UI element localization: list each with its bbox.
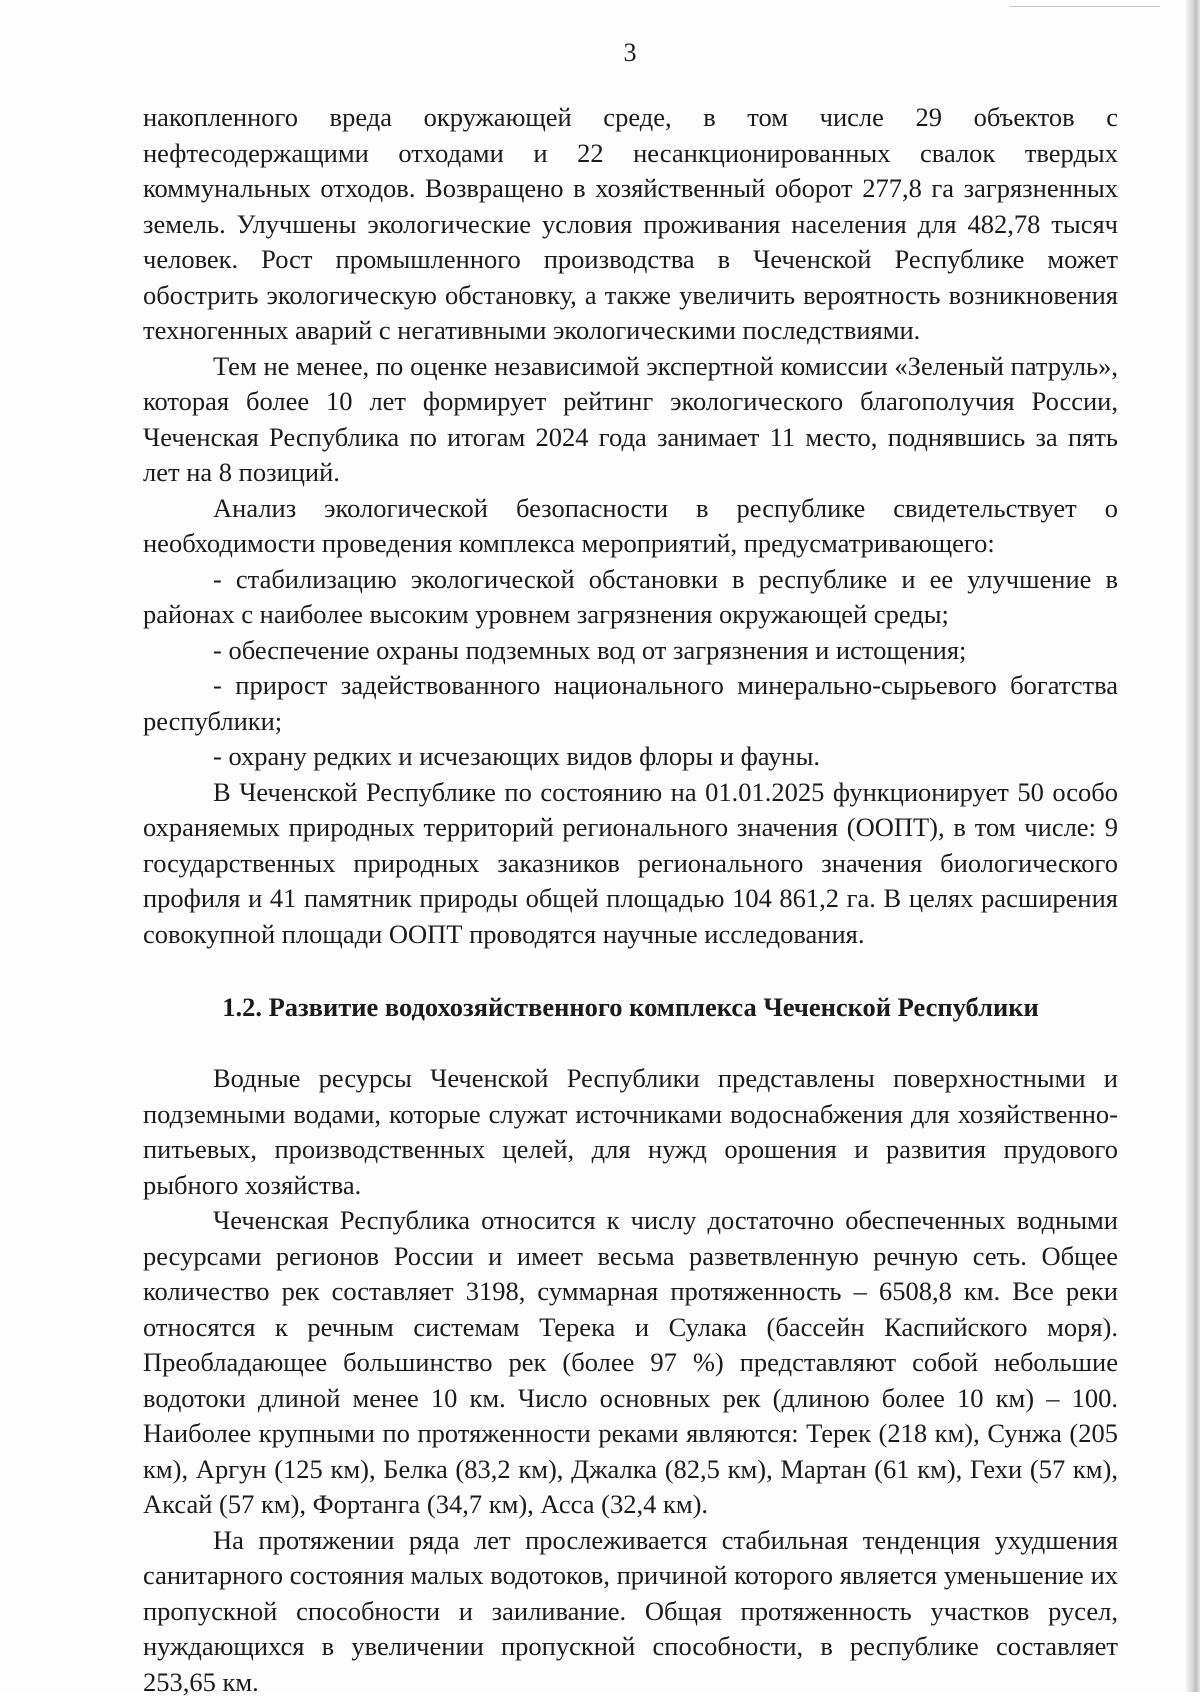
page-number: 3 (0, 38, 1200, 68)
document-body (143, 100, 1118, 1700)
paragraph-continued: накопленного вреда окружающей среде, в том числе 29 объектов с нефтесодержащими отходами и 22 несанкционированных свалок твердых коммунальных отходов. Возвращено в хозяйственный оборот 277,8 га загрязненных земель. Улучшены экологические условия проживания населения для 482,78 тысяч человек. Рост промышленного производства в Чеченской Республике может обострить экологическую обстановку, а также увеличить вероятность возникновения техногенных аварий с негативными экологическими последствиями. (143, 100, 1118, 349)
paragraph-water-resources: Водные ресурсы Чеченской Республики представлены поверхностными и подземными водами, которые служат источниками водоснабжения для хозяйственно-питьевых, производственных целей, для нужд орошения и развития прудового рыбного хозяйства. (143, 1061, 1118, 1203)
list-item: - прирост задействованного национального минерально-сырьевого богатства республики; (143, 668, 1118, 739)
scan-edge-shadow (1186, 0, 1200, 1692)
paragraph-river-network: Чеченская Республика относится к числу достаточно обеспеченных водными ресурсами регионов России и имеет весьма разветвленную речную сеть. Общее количество рек составляет 3198, суммарная протяженность – 6508,8 км. Все реки относятся к речным системам Терека и Сулака (бассейн Каспийского моря). Преобладающее большинство рек (более 97 %) представляют собой небольшие водотоки длиной менее 10 км. Число основных рек (длиною более 10 км) – 100. Наиболее крупными по протяженности реками являются: Терек (218 км), Сунжа (205 км), Аргун (125 км), Белка (83,2 км), Джалка (82,5 км), Мартан (61 км), Гехи (57 км), Аксай (57 км), Фортанга (34,7 км), Асса (32,4 км). (143, 1203, 1118, 1523)
list-item: - охрану редких и исчезающих видов флоры и фауны. (143, 739, 1118, 775)
list-item: - обеспечение охраны подземных вод от загрязнения и истощения; (143, 633, 1118, 669)
list-item: - стабилизацию экологической обстановки в республике и ее улучшение в районах с наиболее высоким уровнем загрязнения окружающей среды; (143, 562, 1118, 633)
scan-artifact (1010, 6, 1160, 9)
paragraph-green-patrol: Тем не менее, по оценке независимой экспертной комиссии «Зеленый патруль», которая более 10 лет формирует рейтинг экологического благополучия России, Чеченская Республика по итогам 2024 года занимает 11 место, поднявшись за пять лет на 8 позиций. (143, 349, 1118, 491)
paragraph-watercourse-condition: На протяжении ряда лет прослеживается стабильная тенденция ухудшения санитарного состояния малых водотоков, причиной которого является уменьшение их пропускной способности и заиливание. Общая протяженность участков русел, нуждающихся в увеличении пропускной способности, в республике составляет 253,65 км. (143, 1523, 1118, 1700)
paragraph-analysis: Анализ экологической безопасности в республике свидетельствует о необходимости проведения комплекса мероприятий, предусматривающего: (143, 491, 1118, 562)
paragraph-oopt: В Чеченской Республике по состоянию на 01.01.2025 функционирует 50 особо охраняемых природных территорий регионального значения (ООПТ), в том числе: 9 государственных природных заказников регионального значения биологического профиля и 41 памятник природы общей площадью 104 861,2 га. В целях расширения совокупной площади ООПТ проводятся научные исследования. (143, 775, 1118, 953)
section-heading: 1.2. Развитие водохозяйственного комплекса Чеченской Республики (143, 990, 1118, 1025)
